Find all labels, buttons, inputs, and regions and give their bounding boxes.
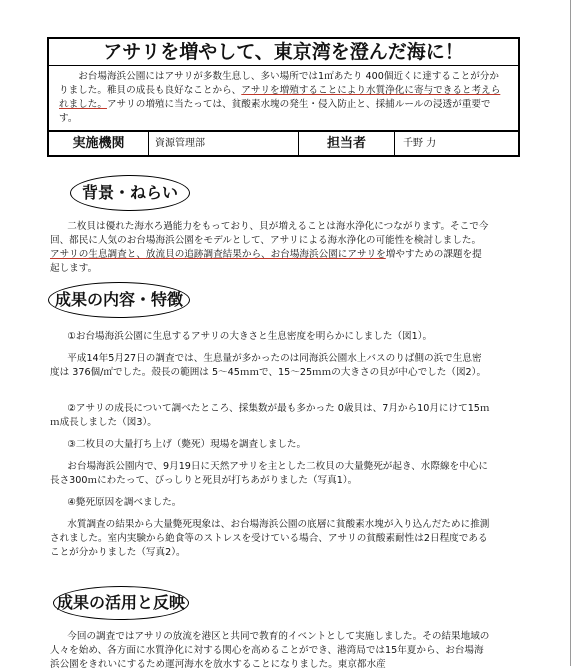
section-heading-results: 成果の内容・特徴 (48, 282, 190, 318)
summary-box (47, 37, 520, 157)
page-title: アサリを増やして、東京湾を澄んだ海に！ (49, 39, 518, 66)
results-item-1: ①お台場海浜公園に生息するアサリの大きさと生息密度を明らかにしました（図1）。 (67, 331, 433, 342)
results-item-3: ③二枚貝の大量打ち上げ（斃死）現場を調査しました。 (67, 439, 307, 450)
results-paragraph-4: 水質調査の結果から大量斃死現象は、お台場海浜公園の底層に貧酸素水塊が入り込んだために推測されました。室内実験から絶食等のストレスを受けている場合、アサリの貧酸素耐性は2日程度であることが分かりました（写真2）。 (50, 519, 490, 558)
application-paragraph: 今回の調査ではアサリの放流を港区と共同で教育的イベントとして実施しました。その結果地域の人々を始め、各方面に水質浄化に対する関心を高めることができ、港湾局では15年夏から、お台場海浜公園をきれいにするため運河海水を放水することになりました。東京都水産 (50, 631, 490, 670)
background-paragraph: 二枚貝は優れた海水ろ過能力をもっており、貝が増えることは海水浄化につながります。そこで今回、都民に人気のお台場海浜公園をモデルとして、アサリによる海水浄化の可能性を検討しました。アサリの生息調査と、放流貝の追跡調査結果から、お台場海浜公園にアサリを増やすための課題を提起します。 (50, 221, 489, 274)
results-paragraph-3: お台場海浜公園内で、9月19日に天然アサリを主とした二枚貝の大量斃死が起き、水際線を中心に長さ300ｍにわたって、びっしりと死貝が打ちあがりました（写真1）。 (50, 461, 488, 486)
person-value: 千野 力 (403, 138, 437, 149)
section-heading-application: 成果の活用と反映 (53, 586, 189, 620)
info-row (49, 132, 518, 156)
results-paragraph-1: 平成14年5月27日の調査では、生息量が多かったのは同海浜公園水上バスのりば側の浜で生息密度は 376個/㎡でした。殻長の範囲は 5～45ｍｍで、15～25ｍｍの大きさの貝が中心でした（図2）。 (50, 353, 487, 378)
org-value: 資源管理部 (149, 132, 299, 156)
person-label: 担当者 (299, 132, 395, 156)
summary-text: お台場海浜公園にはアサリが多数生息し、多い場所では1㎡あたり 400個近くに達することが分かりました。稚貝の成長も良好なことから、アサリを増殖することにより水質浄化に寄与できると考えられました。アサリの増殖に当たっては、貧酸素水塊の発生・侵入防止と、採捕ルールの浸透が重要です。 (49, 66, 518, 132)
org-label: 実施機関 (49, 132, 149, 156)
results-item-4: ④斃死原因を調べました。 (67, 497, 182, 508)
results-item-2: ②アサリの成長について調べたところ、採集数が最も多かった 0歳貝は、7月から10月にけて15ｍｍ成長しました（図3）。 (50, 403, 490, 428)
section-heading-background: 背景・ねらい (70, 175, 190, 211)
